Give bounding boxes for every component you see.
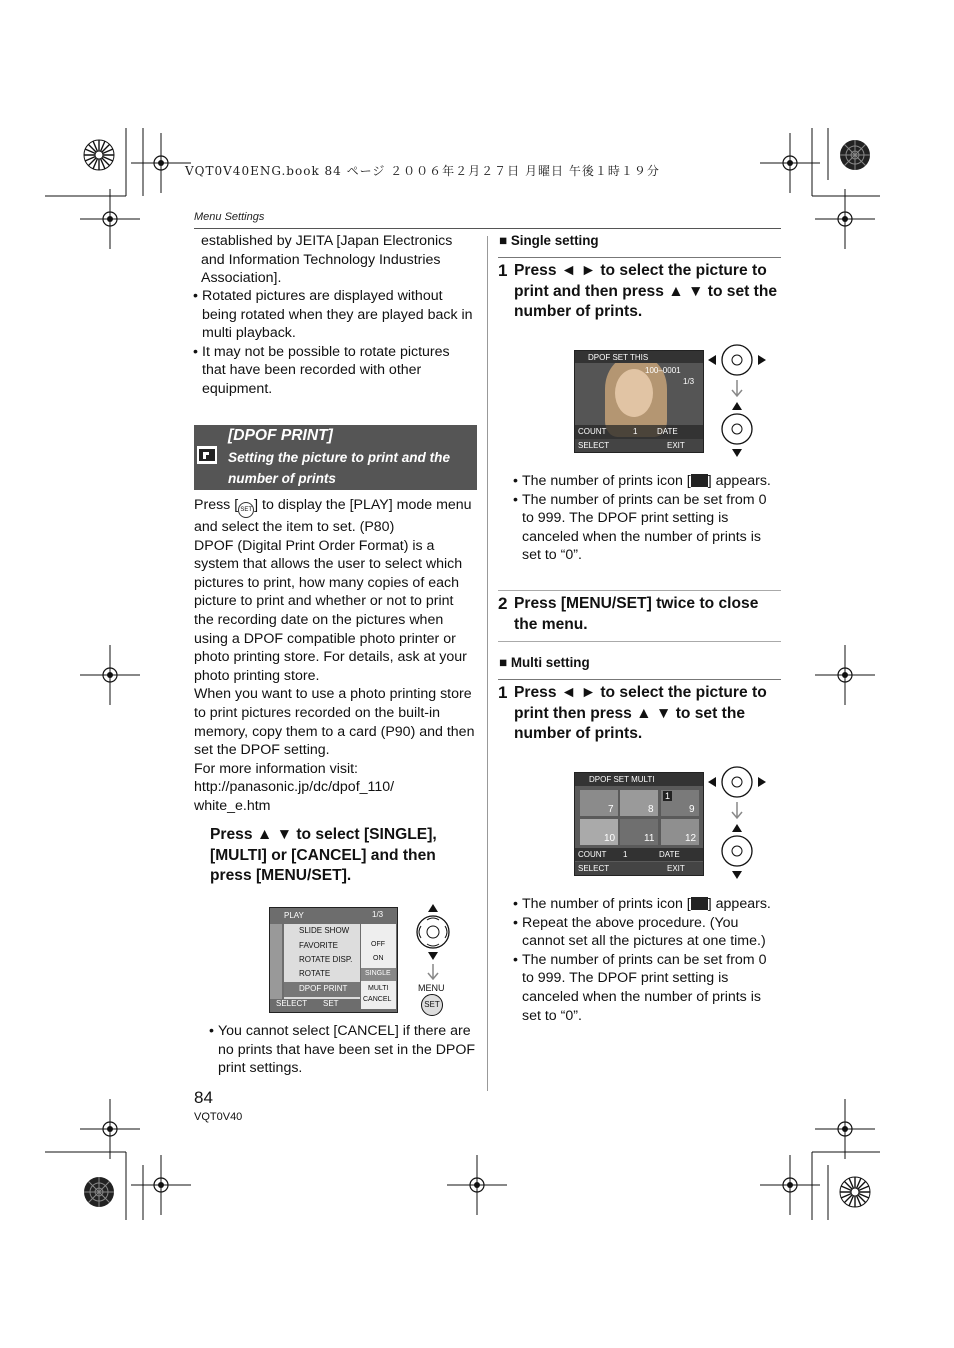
- single-step-1: [498, 261, 778, 323]
- menu-footer-select: SELECT: [276, 999, 308, 1008]
- section-rule: [498, 641, 781, 642]
- header-rule: [194, 228, 781, 229]
- print-icon: [197, 446, 217, 464]
- menu-label: MENU: [418, 983, 445, 993]
- dpof-banner: [194, 425, 477, 490]
- bullet-text: The number of prints icon [: [522, 896, 691, 912]
- menu-item: ROTATE DISP.: [299, 955, 353, 964]
- bullet-item: [513, 472, 777, 491]
- menu-side-tabs: [270, 924, 282, 999]
- running-head: Menu Settings: [194, 211, 265, 223]
- menu-item: ROTATE: [299, 969, 331, 978]
- menu-item-list: [284, 924, 360, 999]
- bullet-item: • The number of prints can be set from 0 to 999. The DPOF print setting is canceled when the number of prints is set to “0”.: [513, 951, 779, 1025]
- url-line-1: http://panasonic.jp/dc/dpof_110/: [194, 779, 395, 796]
- thumb-print-badge: 1: [665, 791, 671, 801]
- intro-text: established by JEITA [Japan Electronics and Information Technology Industries Association].: [201, 233, 453, 287]
- date-label: DATE: [659, 850, 680, 859]
- count-value: 1: [633, 427, 638, 436]
- multi-title-text: Multi setting: [510, 655, 590, 670]
- press-menu-line: [194, 496, 477, 537]
- menu-item: FAVORITE: [299, 941, 338, 950]
- step-text: Press ◄ ► to select the picture to print then press ▲ ▼ to set the number of prints.: [514, 684, 767, 743]
- store-paragraph: When you want to use a photo printing store to print pictures recorded on the built-in memory, copy them to a card (P90) and then set the DPOF setting.: [194, 686, 475, 759]
- multi-setting-title: ■ Multi setting: [499, 655, 590, 670]
- menu-value-list: [361, 924, 396, 1009]
- rotate-bullets: [193, 287, 476, 399]
- dial-navigation-icon: [706, 764, 768, 882]
- footer-select: SELECT: [578, 441, 610, 450]
- bullet-text: ] appears.: [707, 896, 771, 912]
- url-line-2: white_e.htm: [194, 797, 271, 814]
- page-number: 84: [194, 1088, 213, 1107]
- section-rule: [498, 257, 781, 258]
- screen-page: 1/3: [683, 377, 695, 386]
- thumb-number: 9: [689, 804, 695, 815]
- menu-value: OFF: [371, 941, 385, 948]
- single-setting-screen: [574, 350, 704, 453]
- bullet-item: • You cannot select [CANCEL] if there are no prints that have been set in the DPOF print settings.: [209, 1022, 477, 1078]
- dial-navigation-icon: [706, 342, 768, 460]
- menu-value: MULTI: [368, 985, 389, 992]
- multi-setting-screen: [574, 772, 704, 876]
- dpof-explanation: DPOF (Digital Print Order Format) is a system that allows the user to select which pictures to print, how many copies of each picture to print and whether or not to print the recording date on the pictures when using a DPOF compatible photo printer or photo printing store. For details, ask at your photo printing store.: [194, 537, 467, 684]
- thumb-number: 7: [608, 804, 614, 815]
- photo-face: [615, 369, 653, 417]
- menu-item: SLIDE SHOW: [299, 926, 350, 935]
- model-code: VQT0V40: [194, 1111, 243, 1123]
- menu-set-button: SET: [421, 994, 443, 1016]
- menu-set-icon: SET: [238, 502, 254, 518]
- bullet-text: The number of prints icon [: [522, 473, 691, 489]
- screen-file: 100–0001: [645, 366, 681, 375]
- footer-exit: EXIT: [667, 441, 685, 450]
- print-count-icon: [691, 474, 708, 487]
- banner-subtitle: Setting the picture to print and the number of prints: [228, 450, 451, 486]
- screen-label: DPOF SET THIS: [588, 353, 649, 362]
- info-line: For more information visit:: [194, 760, 358, 777]
- menu-title: PLAY: [284, 911, 304, 920]
- date-label: DATE: [657, 427, 678, 436]
- dpof-description: [194, 496, 477, 816]
- step-number: 1: [498, 683, 508, 702]
- single-setting-title: ■ Single setting: [499, 233, 599, 248]
- bullet-item: • Repeat the above procedure. (You cannot set all the pictures at one time.): [513, 914, 779, 951]
- thumb-number: 8: [648, 804, 654, 815]
- dial-up-down-icon: [413, 904, 453, 980]
- menu-footer-set: SET: [323, 999, 339, 1008]
- file-header-line: VQT0V40ENG.book 84 ページ ２００６年２月２７日 月曜日 午後１時１９分: [185, 164, 660, 178]
- bullet-text: ] appears.: [707, 473, 771, 489]
- menu-value: CANCEL: [363, 996, 392, 1003]
- bullet-item: [513, 895, 779, 914]
- play-menu-screen: [269, 907, 398, 1013]
- select-mode-step: Press ▲ ▼ to select [SINGLE], [MULTI] or [CANCEL] and then press [MENU/SET].: [210, 826, 437, 885]
- menu-value: SINGLE: [365, 970, 391, 977]
- count-label: COUNT: [578, 427, 607, 436]
- multi-notes: [513, 895, 779, 1025]
- print-count-icon: [691, 897, 708, 910]
- step-text: Press [MENU/SET] twice to close the menu.: [514, 595, 759, 633]
- single-notes: [513, 472, 777, 565]
- thumb-number: 10: [604, 833, 616, 844]
- thumb-number: 12: [685, 833, 697, 844]
- count-label: COUNT: [578, 850, 607, 859]
- thumb-number: 11: [644, 833, 655, 844]
- bullet-item: • The number of prints can be set from 0 to 999. The DPOF print setting is canceled when the number of prints is set to “0”.: [513, 491, 777, 565]
- footer-select: SELECT: [578, 864, 610, 873]
- press-text-b: ] to display the [PLAY] mode menu and select the item to set. (P80): [194, 497, 472, 535]
- count-value: 1: [623, 850, 628, 859]
- cancel-note: [209, 1022, 477, 1078]
- single-title-text: Single setting: [510, 233, 599, 248]
- step-number: 1: [498, 261, 508, 280]
- step-text: Press ◄ ► to select the picture to print and then press ▲ ▼ to set the number of prints.: [514, 262, 778, 321]
- multi-step-1: [498, 683, 778, 745]
- screen-label: DPOF SET MULTI: [589, 775, 655, 784]
- banner-title: [DPOF PRINT]: [228, 427, 333, 444]
- column-divider: [487, 236, 488, 1091]
- footer-exit: EXIT: [667, 864, 685, 873]
- menu-item: DPOF PRINT: [299, 984, 348, 993]
- single-step-2: [498, 594, 778, 635]
- bullet-item: • Rotated pictures are displayed without being rotated when they are played back in multi playback.: [193, 287, 476, 343]
- menu-value: ON: [373, 955, 384, 962]
- bullet-item: • It may not be possible to rotate pictures that have been recorded with other equipment.: [193, 343, 476, 399]
- press-text-a: Press [: [194, 497, 239, 513]
- step-number: 2: [498, 594, 508, 613]
- section-rule: [498, 679, 781, 680]
- section-rule: [498, 590, 781, 591]
- menu-page: 1/3: [372, 910, 384, 919]
